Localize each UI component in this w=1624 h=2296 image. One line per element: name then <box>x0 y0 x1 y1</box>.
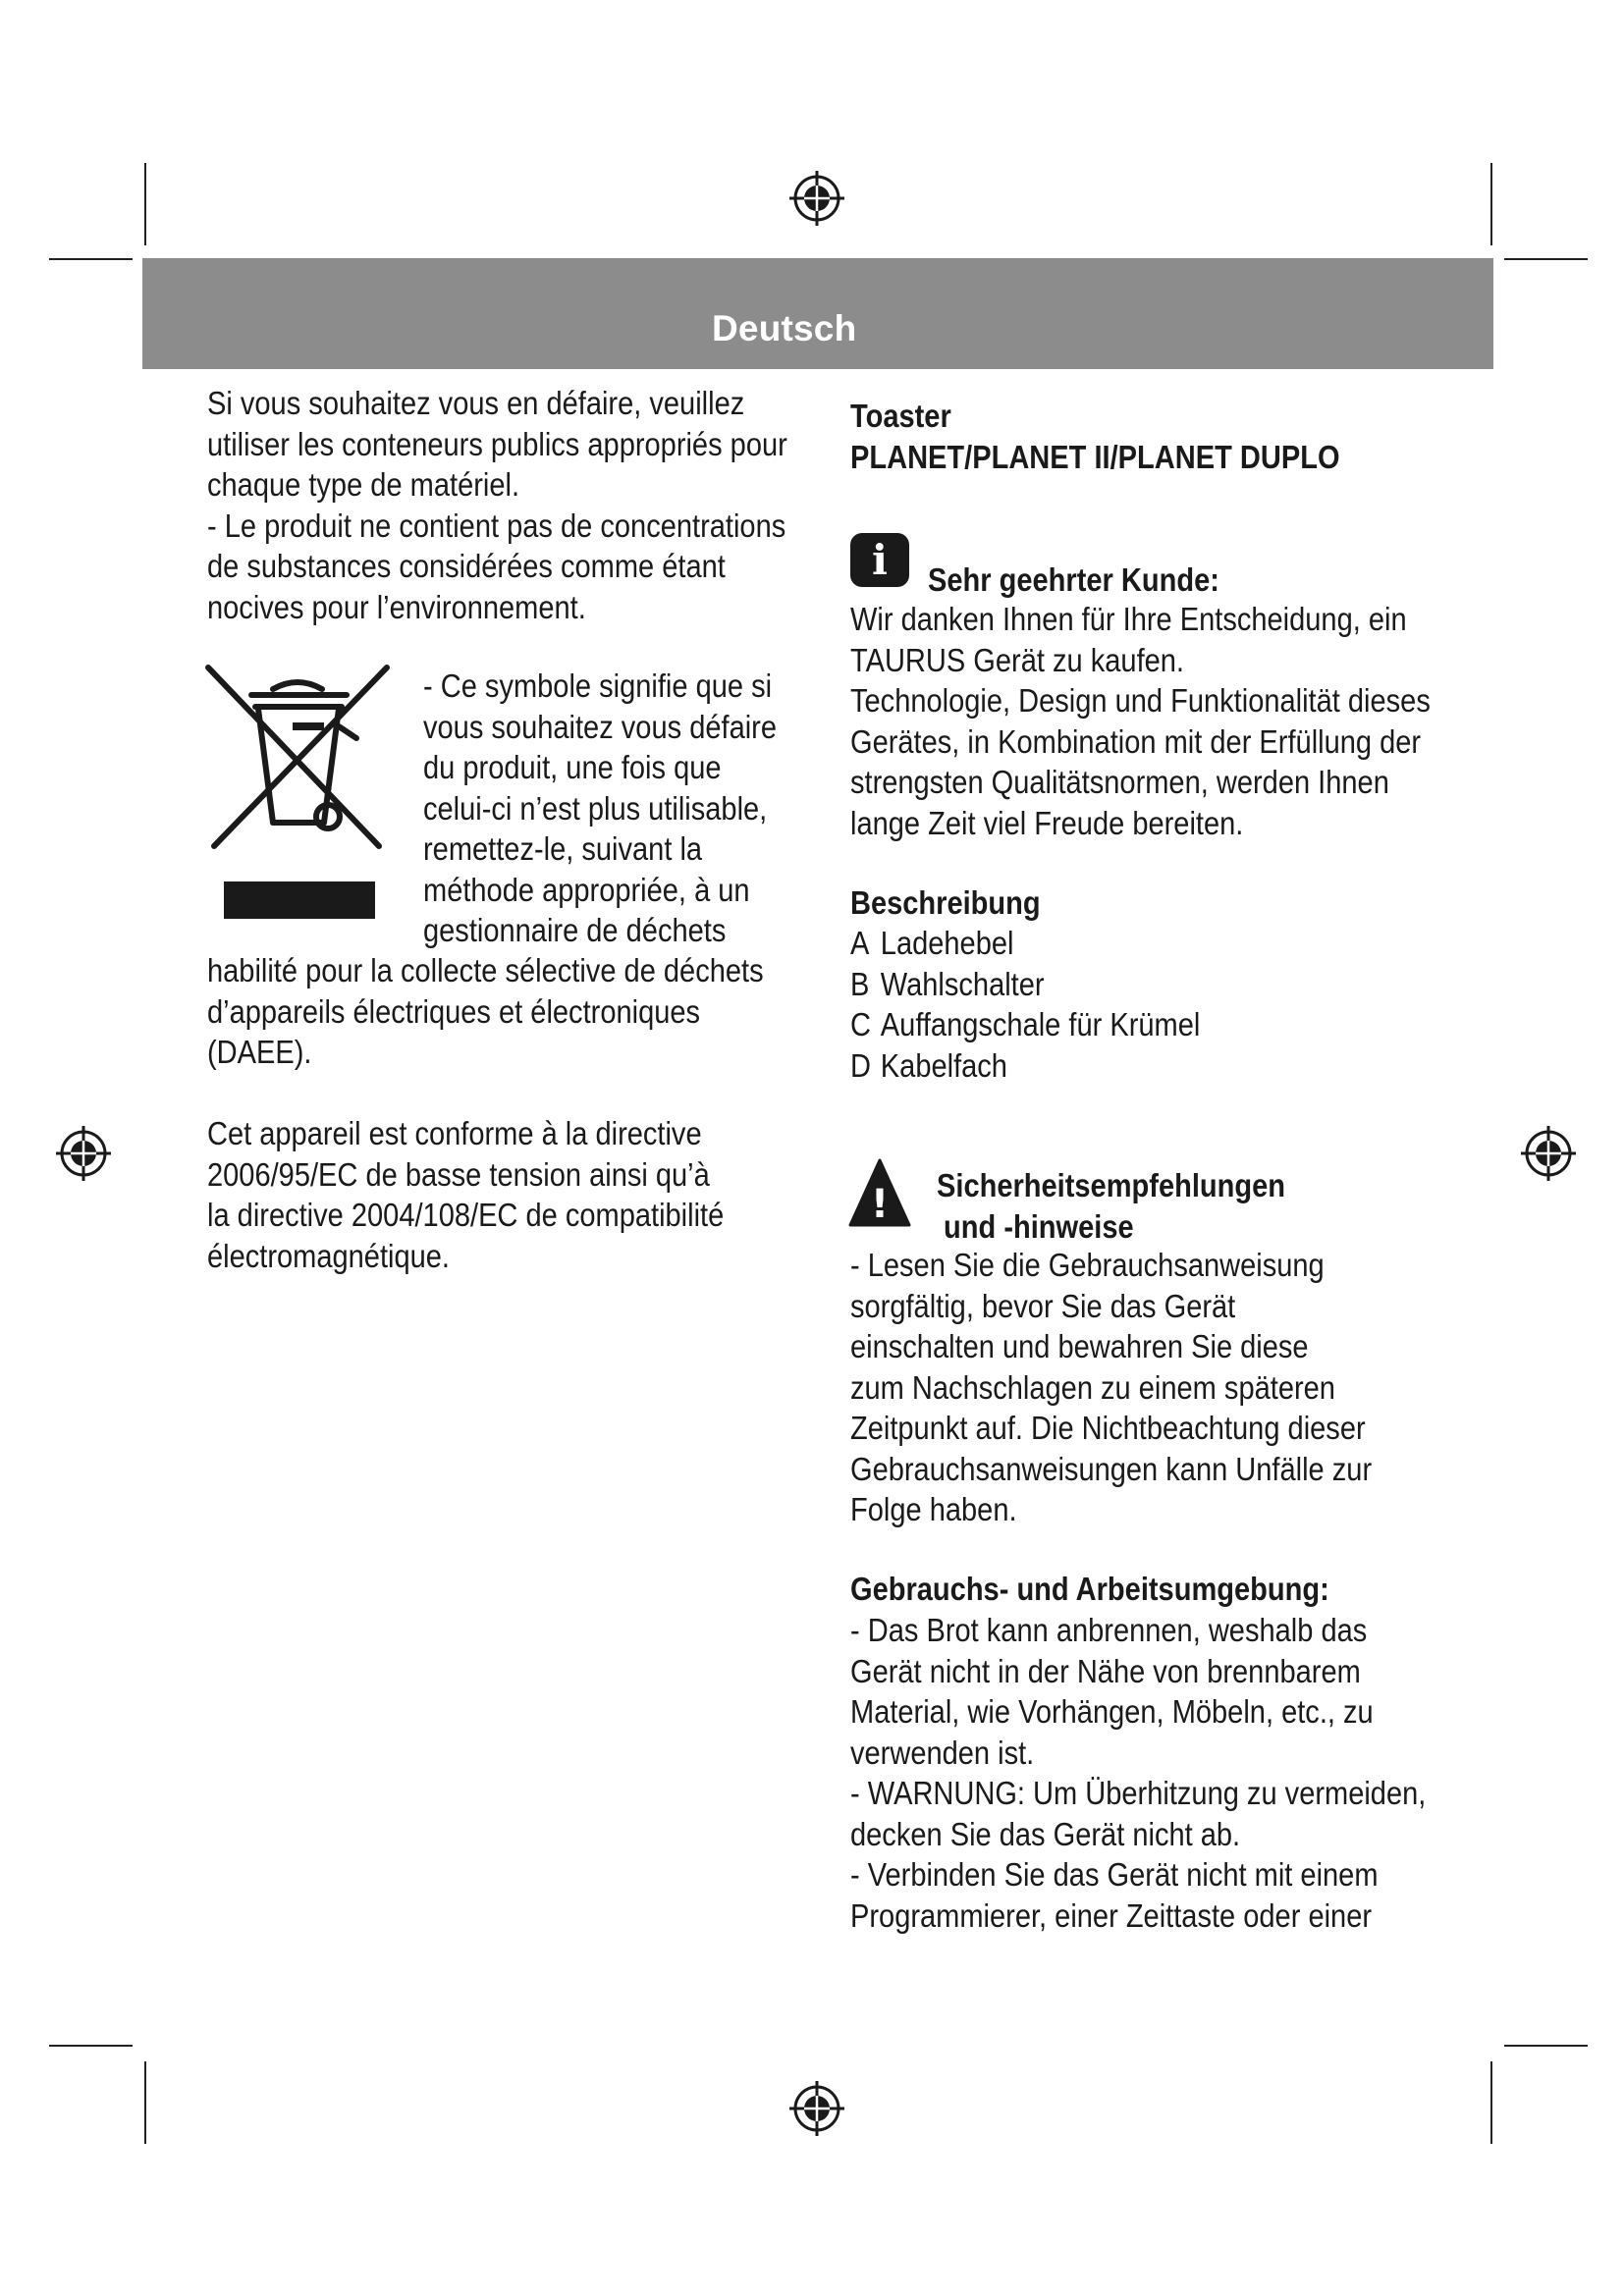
environment-heading: Gebrauchs- und Arbeitsumgebung: <box>850 1571 1329 1607</box>
safety-heading <box>937 1165 1285 1247</box>
crop-mark-top-right-horizontal <box>1504 258 1588 260</box>
environment-body <box>850 1610 1426 1936</box>
crop-mark-top-right-vertical <box>1490 163 1492 245</box>
text-line: einschalten und bewahren Sie diese <box>850 1328 1309 1364</box>
product-title <box>850 396 1340 477</box>
text-line: Wir danken Ihnen für Ihre Entscheidung, ein <box>850 601 1407 637</box>
text-line: chaque type de matériel. <box>207 466 520 503</box>
text-line: 2006/95/EC de basse tension ainsi qu’à <box>207 1155 710 1193</box>
list-item-label: Kabelfach <box>880 1046 1007 1084</box>
list-item-letter: C <box>850 1006 871 1042</box>
text-line: vous souhaitez vous défaire <box>423 708 778 745</box>
list-item <box>850 923 1200 964</box>
text-line: celui-ci n’est plus utilisable, <box>423 789 768 827</box>
crop-mark-top-left-vertical <box>144 163 146 245</box>
crop-mark-bottom-right-vertical <box>1490 2061 1492 2144</box>
text-line: - Verbinden Sie das Gerät nicht mit einem <box>850 1856 1379 1893</box>
weee-side-text <box>423 666 777 951</box>
text-line: Gerätes, in Kombination mit der Erfüllung der <box>850 722 1422 760</box>
text-line: sorgfältig, bevor Sie das Gerät <box>850 1287 1236 1324</box>
text-line: d’appareils électriques et électroniques <box>207 992 701 1030</box>
crop-mark-top-left-horizontal <box>49 258 133 260</box>
registration-mark-icon <box>54 1124 113 1183</box>
crossed-out-wheelie-bin-icon <box>204 664 391 929</box>
registration-mark-icon <box>787 169 846 228</box>
safety-body <box>850 1245 1372 1530</box>
text-line: nocives pour l’environnement. <box>207 588 586 625</box>
product-models: PLANET/PLANET II/PLANET DUPLO <box>850 438 1340 475</box>
text-line: Sicherheitsempfehlungen <box>937 1167 1286 1203</box>
text-line: Programmierer, einer Zeittaste oder einer <box>850 1896 1373 1934</box>
text-line: la directive 2004/108/EC de compatibilité <box>207 1197 725 1233</box>
list-item <box>850 1004 1200 1045</box>
warning-icon-glyph: ! <box>870 1182 890 1227</box>
registration-mark-icon <box>787 2079 846 2138</box>
text-line: TAURUS Gerät zu kaufen. <box>850 641 1185 678</box>
text-line: - Le produit ne contient pas de concentrations <box>207 507 786 544</box>
crop-mark-bottom-right-horizontal <box>1504 2045 1588 2047</box>
text-line: Zeitpunkt auf. Die Nichtbeachtung dieser <box>850 1410 1366 1446</box>
greeting-body <box>850 599 1431 843</box>
description-list <box>850 923 1200 1086</box>
disposal-paragraph <box>207 383 787 627</box>
registration-mark-icon <box>1519 1124 1578 1183</box>
text-line: Cet appareil est conforme à la directive <box>207 1115 702 1151</box>
text-line: Technologie, Design und Funktionalität dieses <box>850 682 1431 719</box>
text-line: - Das Brot kann anbrennen, weshalb das <box>850 1612 1368 1648</box>
text-line: strengsten Qualitätsnormen, werden Ihnen <box>850 764 1389 800</box>
greeting-heading: Sehr geehrter Kunde: <box>928 561 1219 598</box>
text-line: utiliser les conteneurs publics appropriés pour <box>207 425 787 462</box>
text-line: Gebrauchsanweisungen kann Unfälle zur <box>850 1450 1373 1487</box>
text-line: - WARNUNG: Um Überhitzung zu vermeiden, <box>850 1775 1427 1811</box>
product-type: Toaster <box>850 398 951 434</box>
text-line: - Ce symbole signifie que si <box>423 667 773 704</box>
text-line: Material, wie Vorhängen, Möbeln, etc., zu <box>850 1693 1374 1730</box>
text-line: Gerät nicht in der Nähe von brennbarem <box>850 1652 1361 1689</box>
text-line: (DAEE). <box>207 1034 312 1070</box>
header-language-title: Deutsch <box>712 308 857 348</box>
text-line: remettez-le, suivant la <box>423 830 703 867</box>
text-line: und -hinweise <box>944 1207 1134 1245</box>
list-item <box>850 964 1200 1005</box>
description-heading: Beschreibung <box>850 884 1041 921</box>
text-line: de substances considérées comme étant <box>207 548 726 584</box>
list-item <box>850 1045 1200 1087</box>
list-item-letter: B <box>850 965 870 1002</box>
text-line: Si vous souhaitez vous en défaire, veuillez <box>207 385 745 421</box>
text-line: habilité pour la collecte sélective de déchets <box>207 952 764 988</box>
crop-mark-bottom-left-vertical <box>144 2061 146 2144</box>
text-line: du produit, une fois que <box>423 749 722 785</box>
text-line: zum Nachschlagen zu einem späteren <box>850 1368 1335 1406</box>
warning-triangle-icon <box>848 1158 911 1227</box>
list-item-letter: A <box>850 925 870 961</box>
text-line: - Lesen Sie die Gebrauchsanweisung <box>850 1247 1325 1283</box>
text-line: verwenden ist. <box>850 1734 1035 1771</box>
text-line: decken Sie das Gerät nicht ab. <box>850 1815 1241 1852</box>
crop-mark-bottom-left-horizontal <box>49 2045 133 2047</box>
list-item-label: Ladehebel <box>880 925 1014 961</box>
list-item-letter: D <box>850 1046 871 1084</box>
text-line: électromagnétique. <box>207 1237 451 1274</box>
list-item-label: Wahlschalter <box>880 965 1045 1002</box>
info-icon: i <box>850 533 909 587</box>
weee-full-text <box>207 950 764 1073</box>
text-line: méthode appropriée, à un <box>423 871 750 908</box>
directive-paragraph <box>207 1113 724 1276</box>
text-line: lange Zeit viel Freude bereiten. <box>850 804 1244 841</box>
text-line: Folge haben. <box>850 1491 1017 1527</box>
text-line: gestionnaire de déchets <box>423 912 727 948</box>
list-item-label: Auffangschale für Krümel <box>880 1006 1201 1042</box>
